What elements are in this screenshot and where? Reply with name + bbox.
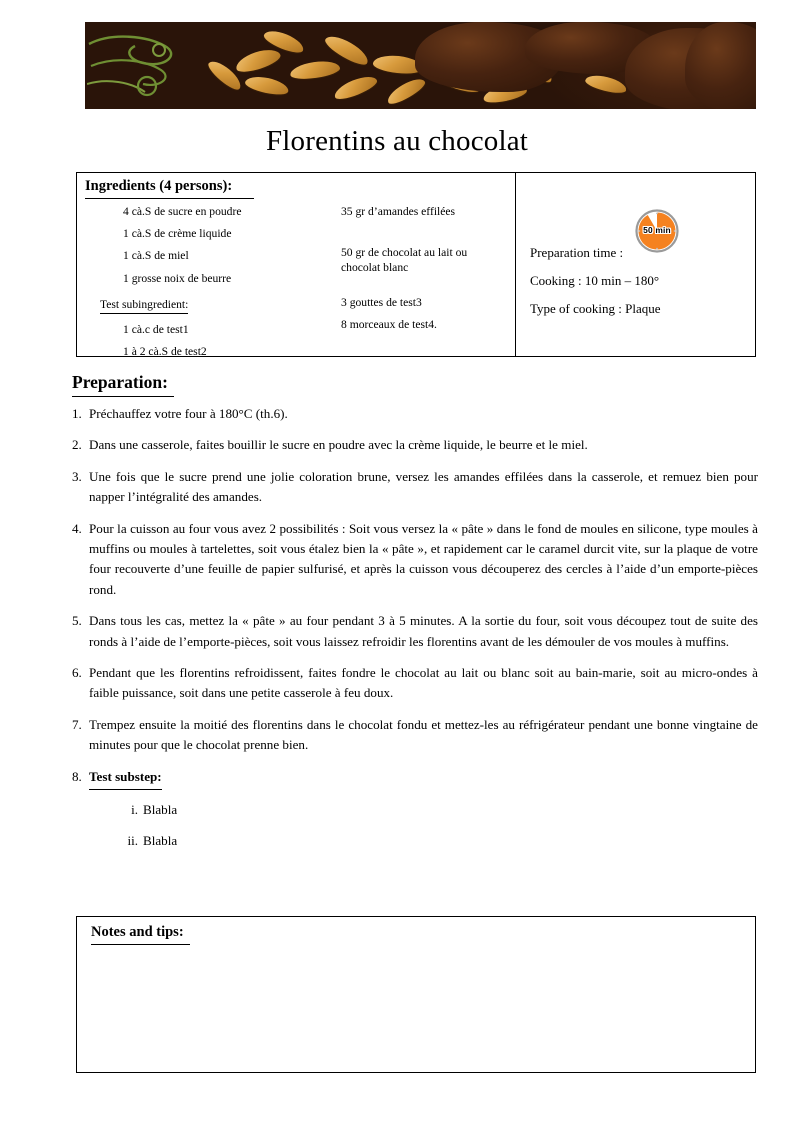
step-item xyxy=(72,663,758,704)
sub-ingredient-item: 1 cà.c de test1 xyxy=(123,323,189,337)
ingredients-sub-heading: Test subingredient: xyxy=(100,299,188,314)
ingredient-item: 1 cà.S de miel xyxy=(123,249,189,263)
type-of-cooking-label: Type of cooking : Plaque xyxy=(530,301,661,316)
step-text: Pendant que les florentins refroidissent, faites fondre le chocolat au lait ou blanc soit au bain-marie, soit au micro-ondes à faible puissance, soit dans une petite casserole à feu doux. xyxy=(89,665,758,701)
substep-title: Test substep: xyxy=(89,767,162,790)
step-item xyxy=(72,715,758,756)
step-number: 8. xyxy=(72,768,82,784)
preparation-time-label: Preparation time : xyxy=(530,245,624,260)
ingredient-item: 1 grosse noix de beurre xyxy=(123,271,232,285)
step-text: Dans une casserole, faites bouillir le sucre en poudre avec la crème liquide, le beurre et le miel. xyxy=(89,437,588,453)
clock-label: 50 min xyxy=(643,225,671,235)
chocolate-coating xyxy=(685,22,756,109)
column-spacer xyxy=(341,228,506,246)
step-item xyxy=(72,435,758,455)
ingredient-item: 50 gr de chocolat au lait ou chocolat blanc xyxy=(341,246,468,274)
step-number: 4. xyxy=(72,520,82,536)
ingredients-panel xyxy=(77,173,516,359)
cooking-label: Cooking : 10 min – 180° xyxy=(530,273,660,288)
substep-item xyxy=(125,800,758,820)
step-text: Pour la cuisson au four vous avez 2 possibilités : Soit vous versez la « pâte » dans le fond de moules en silicone, type moules à muffins ou moules à tartelettes, soit vous étalez bien la « pâte », et rapidement car le caramel durcit vite, sur la plaque de votre four recouverte d’une feuille de papier sulfurisé, et après la cuisson vous découperez des cercles à l’aide d’un emporte-pièces rond. xyxy=(89,520,758,597)
step-text: Trempez ensuite la moitié des florentins dans le chocolat fondu et mettez-les au réfrigérateur pendant une bonne vingtaine de minutes pour que le chocolat prenne bien. xyxy=(89,716,758,753)
page-title: Florentins au chocolat xyxy=(265,125,529,157)
substep-list xyxy=(89,800,758,851)
step-number: 5. xyxy=(72,613,82,629)
step-number: 1. xyxy=(72,406,82,421)
step-item xyxy=(72,467,758,508)
notes-heading: Notes and tips: xyxy=(91,924,190,945)
step-item xyxy=(72,519,758,601)
plate-swirl-decor xyxy=(87,26,217,106)
preparation-heading: Preparation: xyxy=(72,372,174,397)
cooking-info-panel xyxy=(516,173,755,356)
substep-text: Blabla xyxy=(143,832,178,848)
ingredients-right-column xyxy=(341,206,506,342)
step-item xyxy=(72,404,758,424)
step-item-substep-block xyxy=(72,767,758,851)
step-text: Dans tous les cas, mettez la « pâte » au four pendant 3 à 5 minutes. A la sortie du four, soit vous découpez tout de suite des ronds à l’aide de l’emporte-pièces, soit vous laissez refroidir les florentins avant de les démouler de vos moules à muffins. xyxy=(89,613,758,649)
substep-item xyxy=(125,831,758,851)
substep-text: Blabla xyxy=(143,802,178,818)
step-number: 7. xyxy=(72,716,82,732)
column-spacer xyxy=(341,283,506,297)
step-text: Une fois que le sucre prend une jolie coloration brune, versez les amandes effilées dans la casserole, et remuez bien pour napper l’intégralité des amandes. xyxy=(89,468,758,505)
ingredients-left-column xyxy=(100,205,328,369)
ingredients-heading: Ingredients (4 persons): xyxy=(85,178,254,199)
sub-ingredient-item: 8 morceaux de test4. xyxy=(341,318,437,332)
notes-and-tips-box xyxy=(76,916,756,1073)
ingredient-item: 4 cà.S de sucre en poudre xyxy=(123,205,242,218)
recipe-banner-photo xyxy=(85,22,756,109)
ingredient-item: 1 cà.S de crème liquide xyxy=(123,227,232,241)
sub-ingredient-item: 3 gouttes de test3 xyxy=(341,296,422,310)
ingredients-box xyxy=(76,172,756,357)
step-number: 2. xyxy=(72,437,82,453)
substep-number: i. xyxy=(131,802,138,818)
substep-number: ii. xyxy=(127,832,138,848)
step-item xyxy=(72,611,758,652)
preparation-steps xyxy=(72,404,758,861)
sub-ingredient-item: 1 à 2 cà.S de test2 xyxy=(123,345,207,359)
step-number: 6. xyxy=(72,665,82,681)
step-text: Préchauffez votre four à 180°C (th.6). xyxy=(89,406,288,421)
step-number: 3. xyxy=(72,468,82,484)
ingredient-item: 35 gr d’amandes effilées xyxy=(341,205,456,218)
cooking-meta-list xyxy=(530,245,760,329)
ingredients-columns xyxy=(77,205,515,359)
